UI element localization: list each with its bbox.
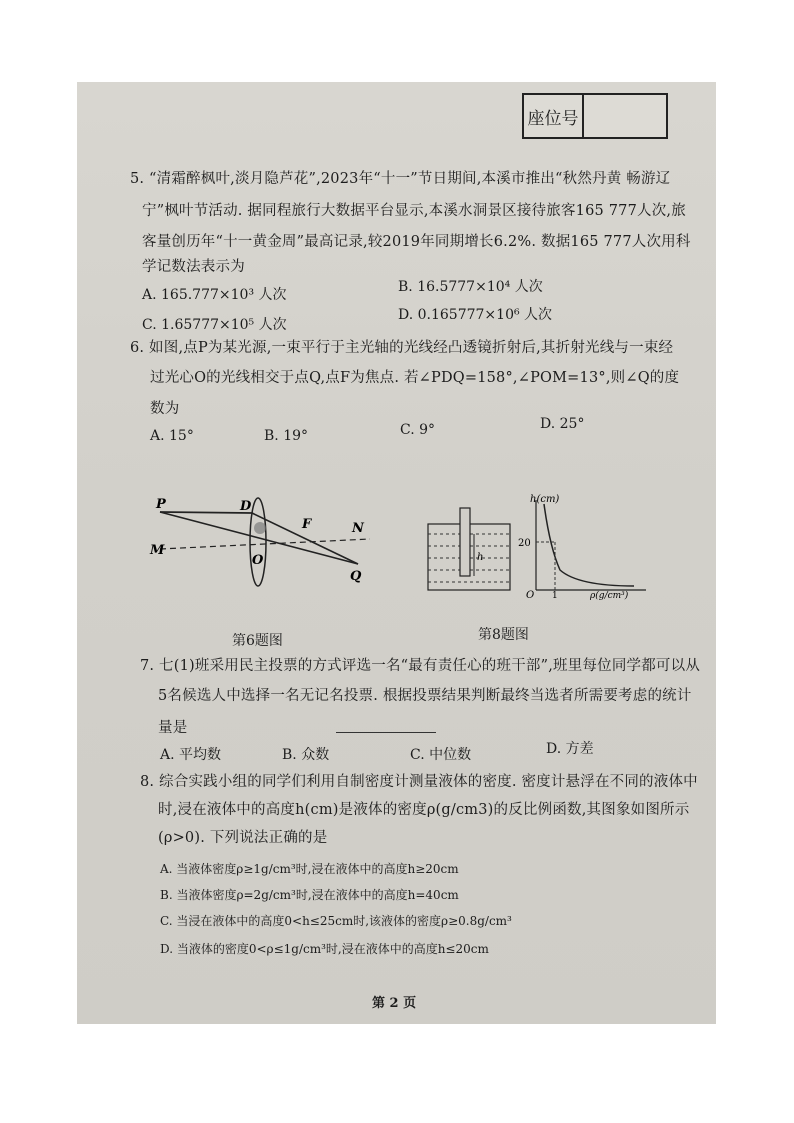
figure-8-caption: 第8题图 (478, 627, 529, 643)
q5-option-b: B. 16.5777×10⁴ 人次 (398, 279, 543, 295)
q7-answer-blank (336, 732, 436, 733)
q7-option-c: C. 中位数 (410, 747, 472, 763)
lens-shading (254, 522, 266, 534)
q5-option-a: A. 165.777×10³ 人次 (142, 287, 287, 303)
figure-6-caption: 第6题图 (232, 633, 283, 649)
label-d: D (240, 499, 252, 514)
q6-option-d: D. 25° (540, 416, 585, 432)
tick-20: 20 (518, 538, 531, 549)
ray-p-to-d (160, 512, 252, 513)
label-m: M (150, 543, 165, 558)
x-axis-label: ρ(g/cm³) (590, 591, 629, 600)
q5-option-c: C. 1.65777×10⁵ 人次 (142, 317, 287, 333)
q7-option-a: A. 平均数 (160, 747, 222, 763)
q6-line1: 6. 如图,点P为某光源,一束平行于主光轴的光线经凸透镜折射后,其折射光线与一束经 (130, 340, 674, 356)
seat-number-box (522, 93, 668, 139)
q5-line2: 宁”枫叶节活动. 据同程旅行大数据平台显示,本溪水洞景区接待旅客165 777人次,旅 (142, 203, 686, 219)
q6-option-b: B. 19° (264, 428, 309, 444)
principal-axis (160, 539, 370, 549)
figure-6-lens-diagram (140, 490, 380, 590)
q6-option-a: A. 15° (150, 428, 194, 444)
q5-line3: 客量创历年“十一黄金周”最高记录,较2019年同期增长6.2%. 数据165 777人次用科 (142, 234, 691, 250)
q8-option-a: A. 当液体密度ρ≥1g/cm³时,浸在液体中的高度h≥20cm (160, 862, 459, 876)
hydrometer (460, 508, 470, 576)
q5-line1: 5. “清霜醉枫叶,淡月隐芦花”,2023年“十一”节日期间,本溪市推出“秋然丹黄 畅游辽 (130, 171, 671, 187)
page-number: 第 2 页 (372, 996, 417, 1011)
label-f: F (302, 517, 312, 532)
label-p: P (156, 497, 166, 512)
y-axis-label: h(cm) (530, 494, 560, 505)
tick-1: 1 (552, 591, 558, 600)
q8-line2: 时,浸在液体中的高度h(cm)是液体的密度ρ(g/cm3)的反比例函数,其图象如图所示 (158, 802, 690, 818)
q7-line1: 7. 七(1)班采用民主投票的方式评选一名“最有责任心的班干部”,班里每位同学都可以从 (140, 658, 701, 674)
q7-option-d: D. 方差 (546, 741, 594, 757)
q7-line3: 量是 (158, 720, 188, 736)
q6-option-c: C. 9° (400, 422, 436, 438)
q6-line2: 过光心O的光线相交于点Q,点F为焦点. 若∠PDQ=158°,∠POM=13°,则∠Q的度 (150, 370, 680, 386)
q7-line2: 5名候选人中选择一名无记名投票. 根据投票结果判断最终当选者所需要考虑的统计 (158, 688, 692, 704)
q8-option-c: C. 当浸在液体中的高度0<h≤25cm时,该液体的密度ρ≥0.8g/cm³ (160, 914, 512, 928)
q8-option-b: B. 当液体密度ρ=2g/cm³时,浸在液体中的高度h=40cm (160, 888, 459, 902)
label-n: N (352, 521, 364, 536)
q6-line3: 数为 (150, 401, 180, 417)
origin-label: O (526, 590, 535, 600)
q7-option-b: B. 众数 (282, 747, 330, 763)
figure-8-density-diagram (418, 490, 654, 600)
q5-line4: 学记数法表示为 (142, 259, 245, 275)
inverse-curve (544, 504, 634, 586)
seat-number-label: 座位号 (524, 95, 584, 137)
q8-option-d: D. 当液体的密度0<ρ≤1g/cm³时,浸在液体中的高度h≤20cm (160, 942, 489, 956)
q5-option-d: D. 0.165777×10⁶ 人次 (398, 307, 553, 323)
q8-line3: (ρ>0). 下列说法正确的是 (158, 830, 328, 846)
h-label: h (477, 552, 484, 563)
label-o: O (252, 553, 264, 568)
convex-lens (250, 498, 266, 586)
q8-line1: 8. 综合实践小组的同学们利用自制密度计测量液体的密度. 密度计悬浮在不同的液体中 (140, 774, 698, 790)
seat-number-field (584, 95, 666, 137)
label-q: Q (350, 569, 362, 584)
